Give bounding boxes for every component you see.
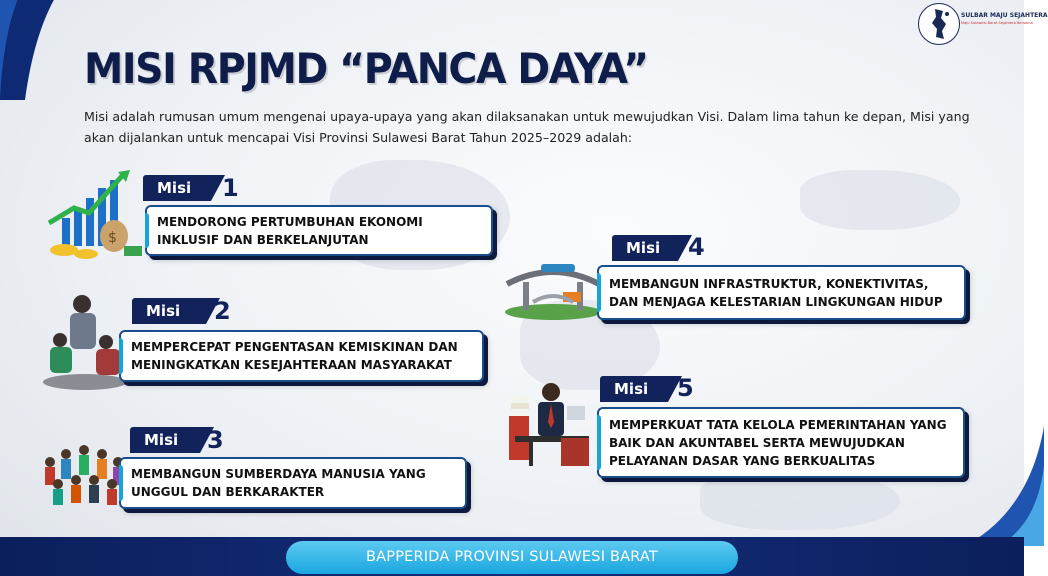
mission-5-box: [597, 407, 965, 478]
mission-3-box: [119, 457, 467, 509]
map-texture: [800, 170, 960, 230]
mission-3-tag: Misi: [130, 427, 200, 453]
page-title: MISI RPJMD “PANCA DAYA”: [84, 44, 648, 93]
logo-tagline: Maju Sulawesi Barat Sejahtera Bersama: [961, 21, 1033, 25]
intro-text: Misi adalah rumusan umum mengenai upaya-upaya yang akan dilaksanakan untuk mewujudkan Visi. Dalam lima tahun ke depan, Misi yang akan dijalankan untuk mencapai Visi Provinsi Sulawesi Barat Tahun 2025–2029 adalah:: [84, 109, 970, 145]
mission-4-text: MEMBANGUN INFRASTRUKTUR, KONEKTIVITAS, DAN MENJAGA KELESTARIAN LINGKUNGAN HIDUP: [609, 276, 943, 309]
footer-label: BAPPERIDA PROVINSI SULAWESI BARAT: [286, 541, 738, 574]
map-texture: [700, 470, 900, 530]
svg-text:$: $: [108, 230, 117, 246]
mission-2-text: MEMPERCEPAT PENGENTASAN KEMISKINAN DAN MENINGKATKAN KESEJAHTERAAN MASYARAKAT: [131, 340, 458, 372]
people-crowd-illustration-icon: [40, 440, 130, 510]
mission-1-box: [145, 205, 493, 256]
mission-3-text: MEMBANGUN SUMBERDAYA MANUSIA YANG UNGGUL DAN BERKARAKTER: [131, 467, 426, 499]
mission-3-number: 3: [207, 426, 224, 454]
mission-2-number: 2: [214, 297, 231, 325]
mission-5-tag: Misi: [600, 376, 668, 402]
economic-growth-illustration-icon: [44, 168, 144, 262]
mission-4-number: 4: [688, 233, 705, 261]
mission-1-tag: Misi: [143, 175, 211, 201]
mission-1-number: 1: [222, 174, 239, 202]
infrastructure-illustration-icon: [503, 254, 603, 320]
poverty-family-illustration-icon: [40, 290, 130, 390]
governance-officer-illustration-icon: [505, 376, 597, 472]
mission-2-box: [119, 330, 484, 382]
mission-4-tag: Misi: [612, 235, 678, 261]
logo-name: SULBAR MAJU SEJAHTERA: [961, 12, 1048, 19]
logo: [918, 3, 1048, 43]
mission-4-box: [597, 265, 966, 320]
mission-5-text: MEMPERKUAT TATA KELOLA PEMERINTAHAN YANG BAIK DAN AKUNTABEL SERTA MEWUJUDKAN PELAYANAN DASAR YANG BERKUALITAS: [609, 417, 947, 468]
mission-5-number: 5: [677, 374, 694, 402]
province-map-emblem-icon: [918, 3, 960, 45]
mission-1-text: MENDORONG PERTUMBUHAN EKONOMI INKLUSIF DAN BERKELANJUTAN: [157, 214, 423, 247]
mission-2-tag: Misi: [132, 298, 206, 324]
